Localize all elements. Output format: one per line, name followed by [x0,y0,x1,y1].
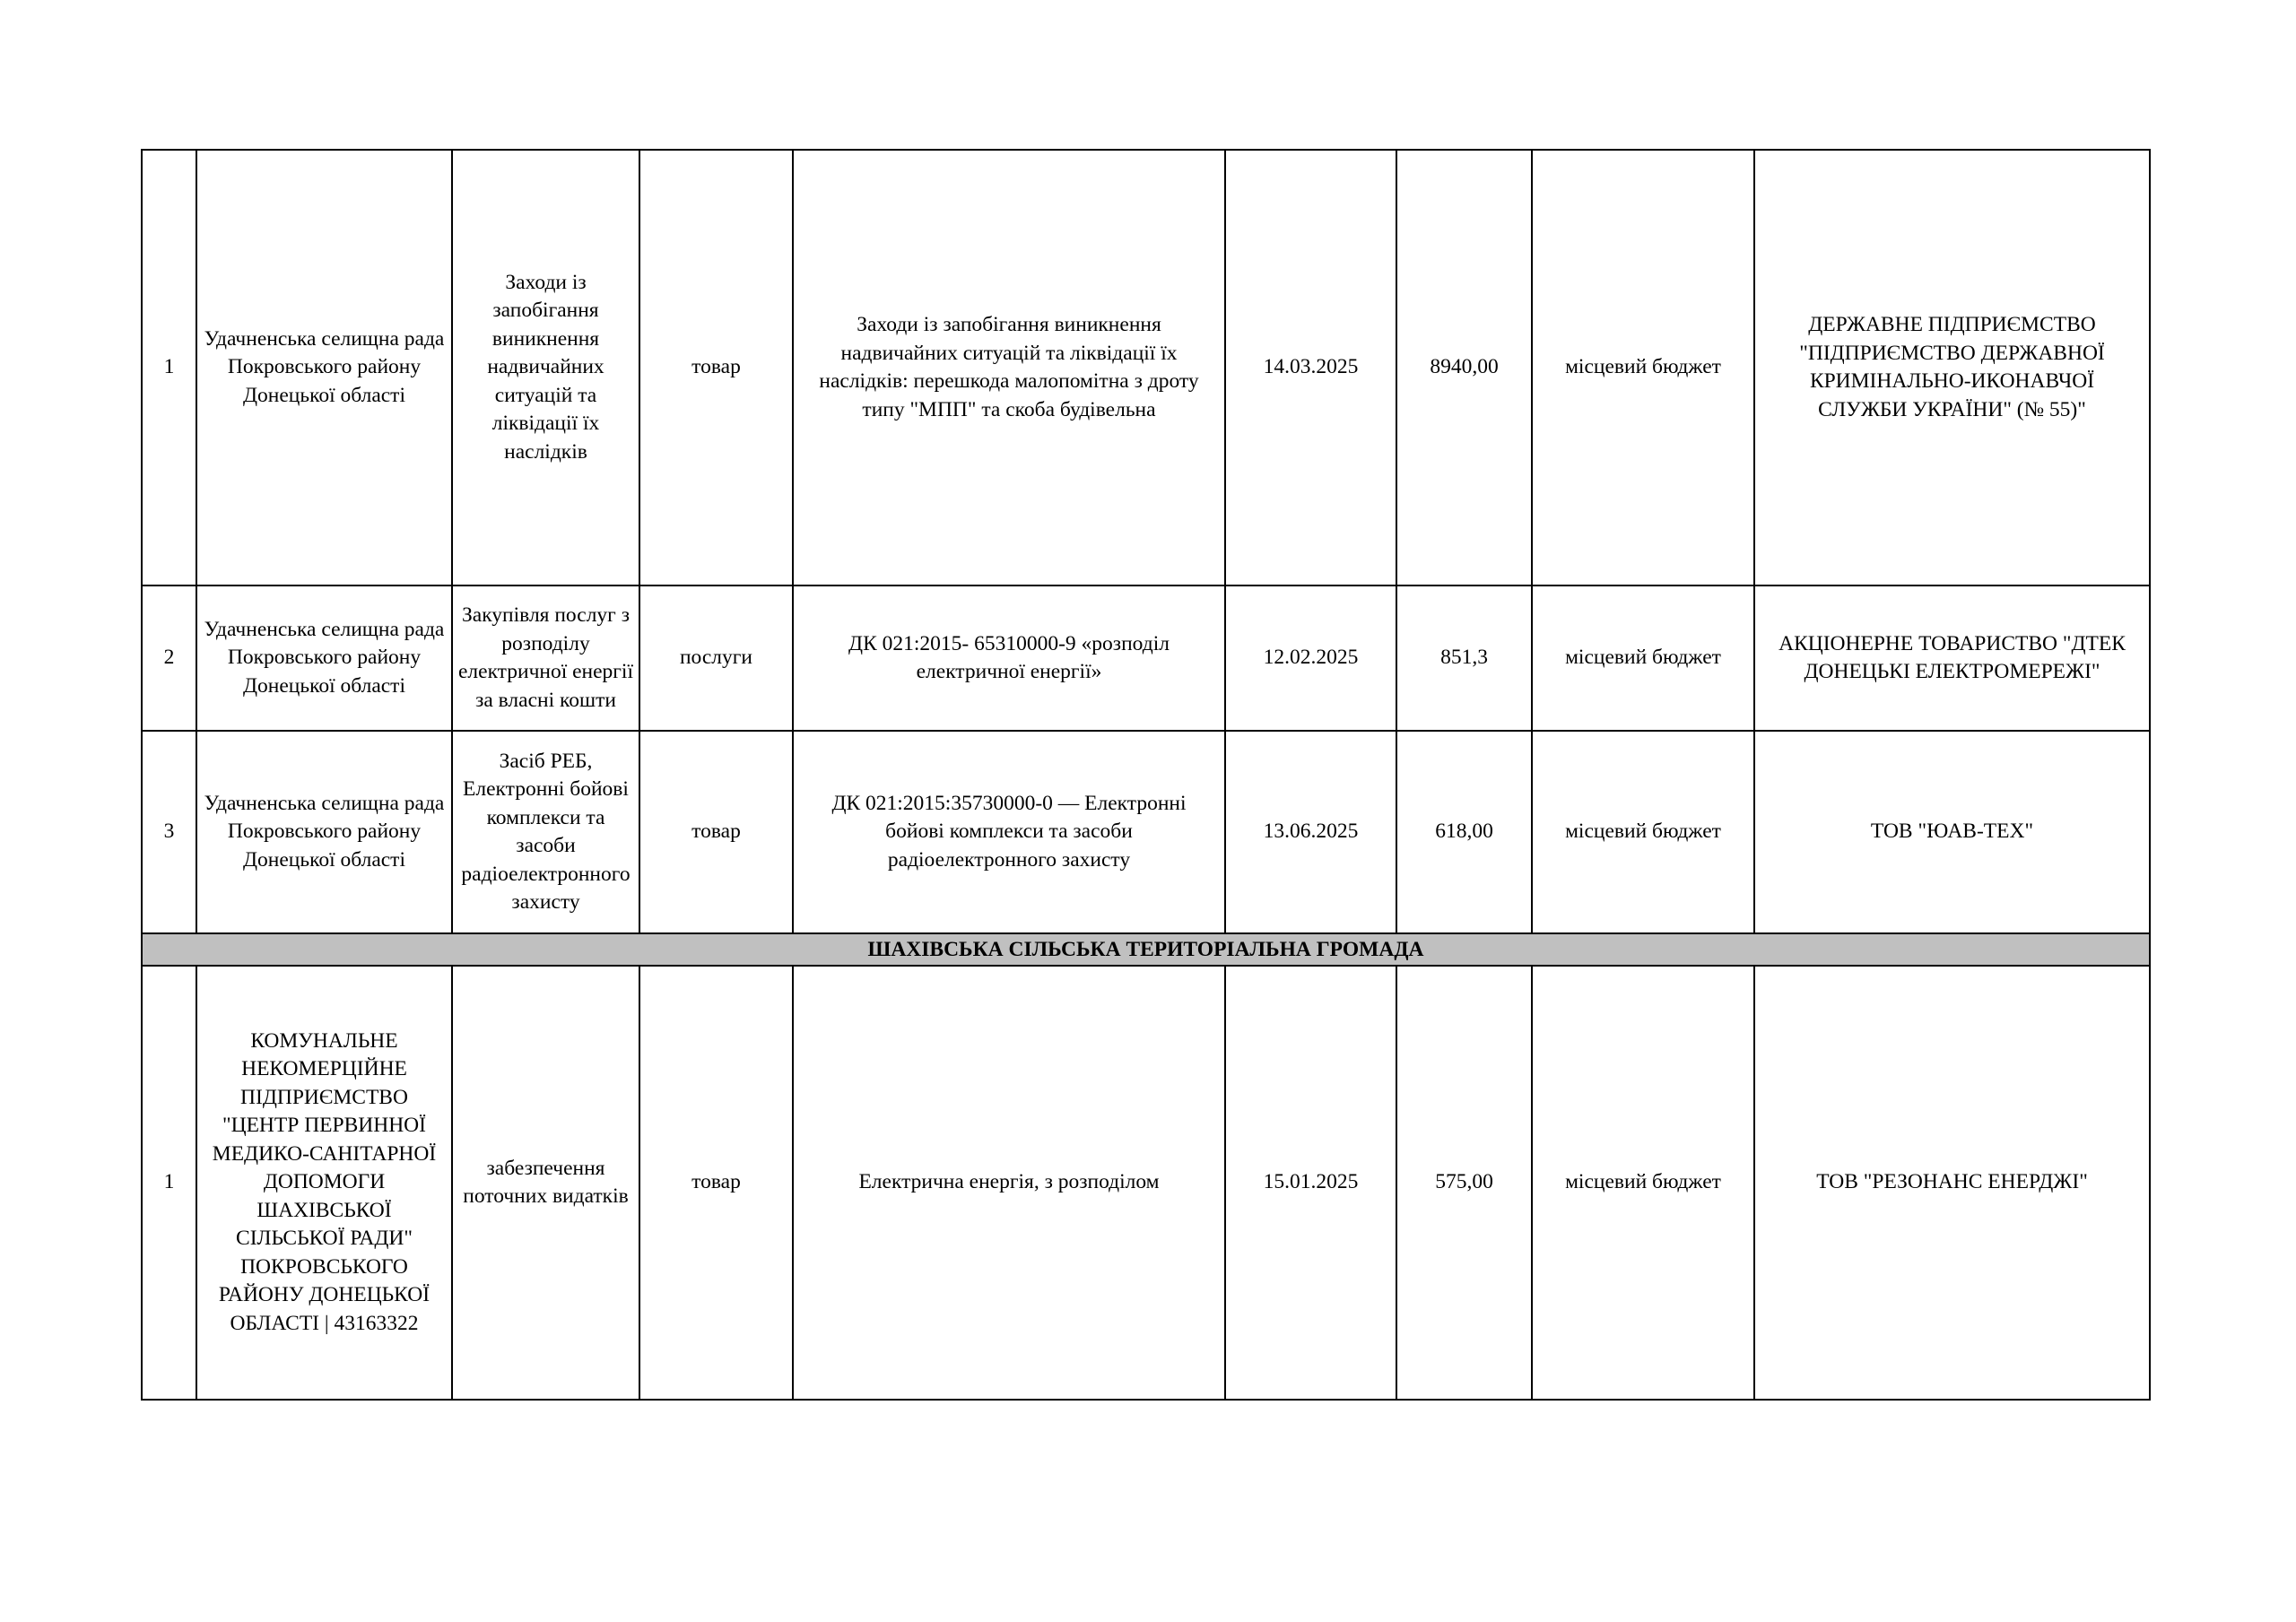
subject-cell: Заходи із запобігання виникнення надвичайних ситуацій та ліквідації їх наслідків: перешкода малопомітна з дроту типу "МПП" та скоба будівельна [793,150,1225,585]
table-row [142,966,2150,1400]
customer-cell: Удачненська селищна рада Покровського району Донецької області [196,585,452,731]
subject-cell: ДК 021:2015:35730000-0 — Електронні бойові комплекси та засоби радіоелектронного захисту [793,731,1225,933]
section-row [142,933,2150,966]
funding-source-cell: місцевий бюджет [1532,966,1754,1400]
date-cell: 15.01.2025 [1225,966,1396,1400]
supplier-cell: АКЦІОНЕРНЕ ТОВАРИСТВО "ДТЕК ДОНЕЦЬКІ ЕЛЕКТРОМЕРЕЖІ" [1754,585,2150,731]
row-number: 1 [142,150,196,585]
type-cell: товар [639,150,793,585]
customer-cell: Удачненська селищна рада Покровського району Донецької області [196,150,452,585]
type-cell: товар [639,731,793,933]
table-row [142,150,2150,585]
purpose-cell: Заходи із запобігання виникнення надвичайних ситуацій та ліквідації їх наслідків [452,150,639,585]
customer-cell: КОМУНАЛЬНЕ НЕКОМЕРЦІЙНЕ ПІДПРИЄМСТВО "ЦЕНТР ПЕРВИННОЇ МЕДИКО-САНІТАРНОЇ ДОПОМОГИ ШАХІВСЬКОЇ СІЛЬСЬКОЇ РАДИ" ПОКРОВСЬКОГО РАЙОНУ ДОНЕЦЬКОЇ ОБЛАСТІ | 43163322 [196,966,452,1400]
funding-source-cell: місцевий бюджет [1532,731,1754,933]
type-cell: товар [639,966,793,1400]
type-cell: послуги [639,585,793,731]
amount-cell: 575,00 [1396,966,1532,1400]
subject-cell: ДК 021:2015- 65310000-9 «розподіл електричної енергії» [793,585,1225,731]
row-number: 3 [142,731,196,933]
row-number: 1 [142,966,196,1400]
amount-cell: 851,3 [1396,585,1532,731]
procurement-table [141,149,2151,1401]
date-cell: 14.03.2025 [1225,150,1396,585]
date-cell: 13.06.2025 [1225,731,1396,933]
supplier-cell: ТОВ "РЕЗОНАНС ЕНЕРДЖІ" [1754,966,2150,1400]
row-number: 2 [142,585,196,731]
supplier-cell: ТОВ "ЮАВ-ТЕХ" [1754,731,2150,933]
date-cell: 12.02.2025 [1225,585,1396,731]
funding-source-cell: місцевий бюджет [1532,585,1754,731]
customer-cell: Удачненська селищна рада Покровського району Донецької області [196,731,452,933]
amount-cell: 618,00 [1396,731,1532,933]
funding-source-cell: місцевий бюджет [1532,150,1754,585]
subject-cell: Електрична енергія, з розподілом [793,966,1225,1400]
purpose-cell: забезпечення поточних видатків [452,966,639,1400]
purpose-cell: Закупівля послуг з розподілу електричної енергії за власні кошти [452,585,639,731]
table-row [142,731,2150,933]
table-row [142,585,2150,731]
supplier-cell: ДЕРЖАВНЕ ПІДПРИЄМСТВО "ПІДПРИЄМСТВО ДЕРЖАВНОЇ КРИМІНАЛЬНО-ИКОНАВЧОЇ СЛУЖБИ УКРАЇНИ" (№ 55)" [1754,150,2150,585]
purpose-cell: Засіб РЕБ, Електронні бойові комплекси та засоби радіоелектронного захисту [452,731,639,933]
section-title: ШАХІВСЬКА СІЛЬСЬКА ТЕРИТОРІАЛЬНА ГРОМАДА [142,933,2150,966]
amount-cell: 8940,00 [1396,150,1532,585]
